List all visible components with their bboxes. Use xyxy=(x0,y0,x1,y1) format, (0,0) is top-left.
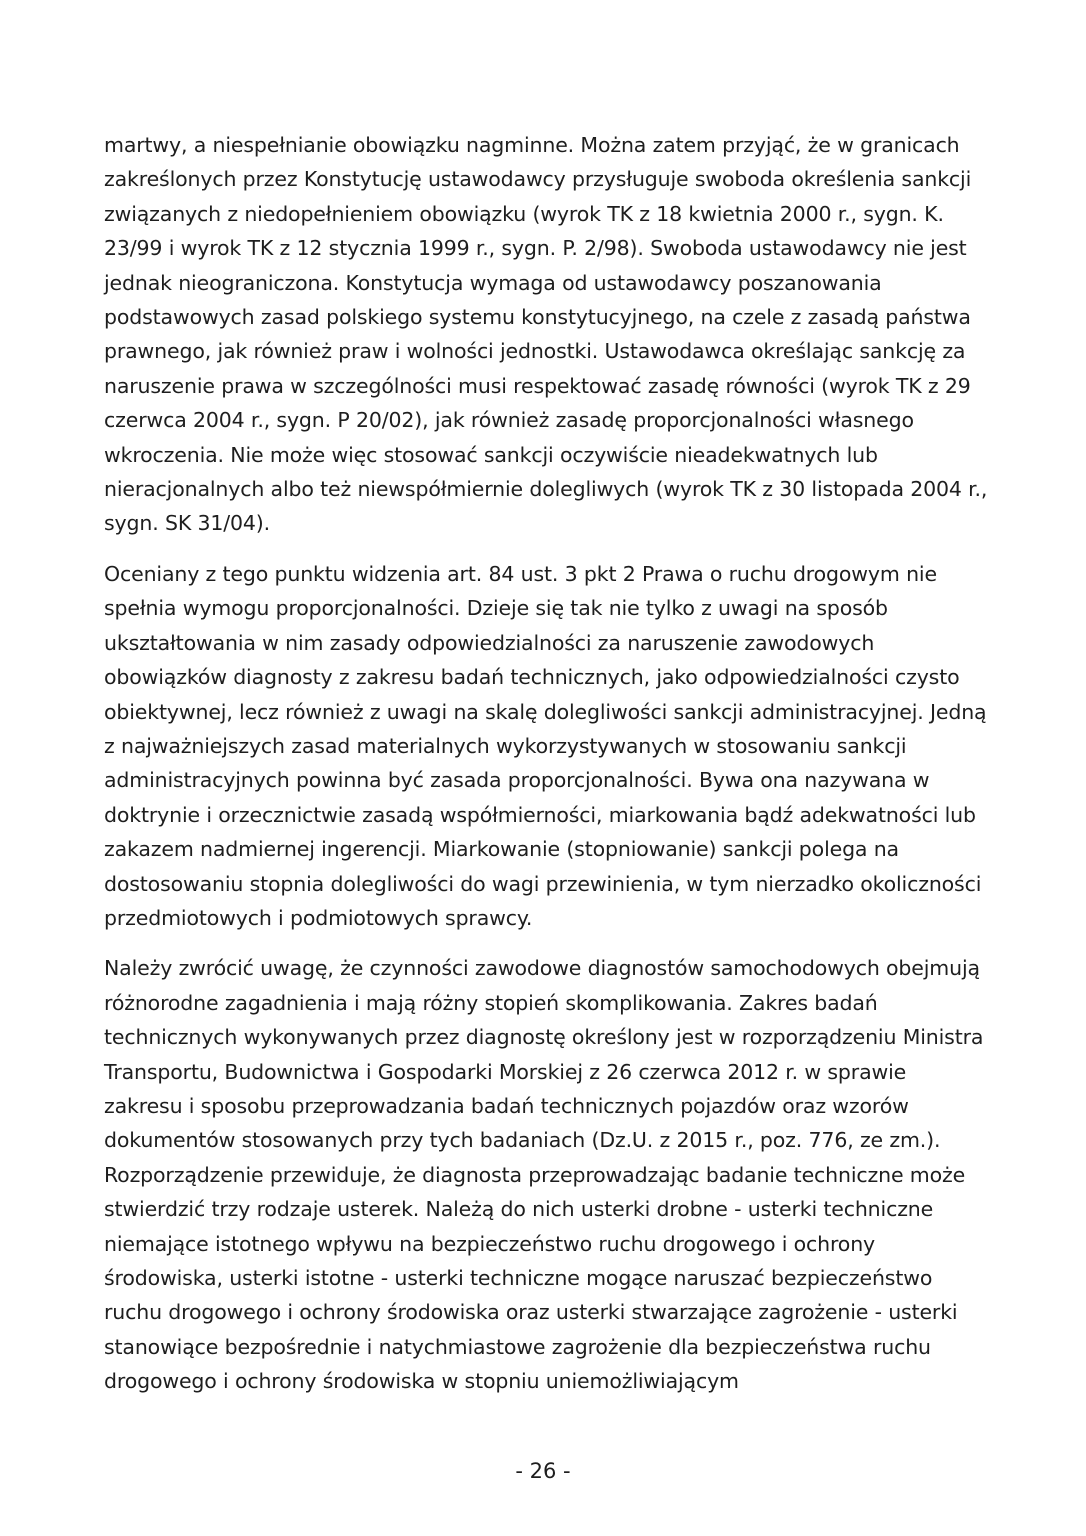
body-text xyxy=(104,128,988,1415)
paragraph-3: Należy zwrócić uwagę, że czynności zawodowe diagnostów samochodowych obejmują różnorodne zagadnienia i mają różny stopień skomplikowania. Zakres badań technicznych wykonywanych przez diagnostę określony jest w rozporządzeniu Ministra Transportu, Budownictwa i Gospodarki Morskiej z 26 czerwca 2012 r. w sprawie zakresu i sposobu przeprowadzania badań technicznych pojazdów oraz wzorów dokumentów stosowanych przy tych badaniach (Dz.U. z 2015 r., poz. 776, ze zm.). Rozporządzenie przewiduje, że diagnosta przeprowadzając badanie techniczne może stwierdzić trzy rodzaje usterek. Należą do nich usterki drobne - usterki techniczne niemające istotnego wpływu na bezpieczeństwo ruchu drogowego i ochrony środowiska, usterki istotne - usterki techniczne mogące naruszać bezpieczeństwo ruchu drogowego i ochrony środowiska oraz usterki stwarzające zagrożenie - usterki stanowiące bezpośrednie i natychmiastowe zagrożenie dla bezpieczeństwa ruchu drogowego i ochrony środowiska w stopniu uniemożliwiającym xyxy=(104,956,984,1394)
paragraph-1: martwy, a niespełnianie obowiązku nagminne. Można zatem przyjąć, że w granicach zakreślonych przez Konstytucję ustawodawcy przysługuje swoboda określenia sankcji związanych z niedopełnieniem obowiązku (wyrok TK z 18 kwietnia 2000 r., sygn. K. 23/99 i wyrok TK z 12 stycznia 1999 r., sygn. P. 2/98). Swoboda ustawodawcy nie jest jednak nieograniczona. Konstytucja wymaga od ustawodawcy poszanowania podstawowych zasad polskiego systemu konstytucyjnego, na czele z zasadą państwa prawnego, jak również praw i wolności jednostki. Ustawodawca określając sankcję za naruszenie prawa w szczególności musi respektować zasadę równości (wyrok TK z 29 czerwca 2004 r., sygn. P 20/02), jak również zasadę proporcjonalności własnego wkroczenia. Nie może więc stosować sankcji oczywiście nieadekwatnych lub nieracjonalnych albo też niewspółmiernie dolegliwych (wyrok TK z 30 listopada 2004 r., sygn. SK 31/04). xyxy=(104,133,988,536)
paragraph-2: Oceniany z tego punktu widzenia art. 84 ust. 3 pkt 2 Prawa o ruchu drogowym nie spełnia wymogu proporcjonalności. Dzieje się tak nie tylko z uwagi na sposób ukształtowania w nim zasady odpowiedzialności za naruszenie zawodowych obowiązków diagnosty z zakresu badań technicznych, jako odpowiedzialności czysto obiektywnej, lecz również z uwagi na skalę dolegliwości sankcji administracyjnej. Jedną z najważniejszych zasad materialnych wykorzystywanych w stosowaniu sankcji administracyjnych powinna być zasada proporcjonalności. Bywa ona nazywana w doktrynie i orzecznictwie zasadą współmierności, miarkowania bądź adekwatności lub zakazem nadmiernej ingerencji. Miarkowanie (stopniowanie) sankcji polega na dostosowaniu stopnia dolegliwości do wagi przewinienia, w tym nierzadko okoliczności przedmiotowych i podmiotowych sprawcy. xyxy=(104,561,987,930)
page-number: - 26 - xyxy=(515,1459,571,1483)
